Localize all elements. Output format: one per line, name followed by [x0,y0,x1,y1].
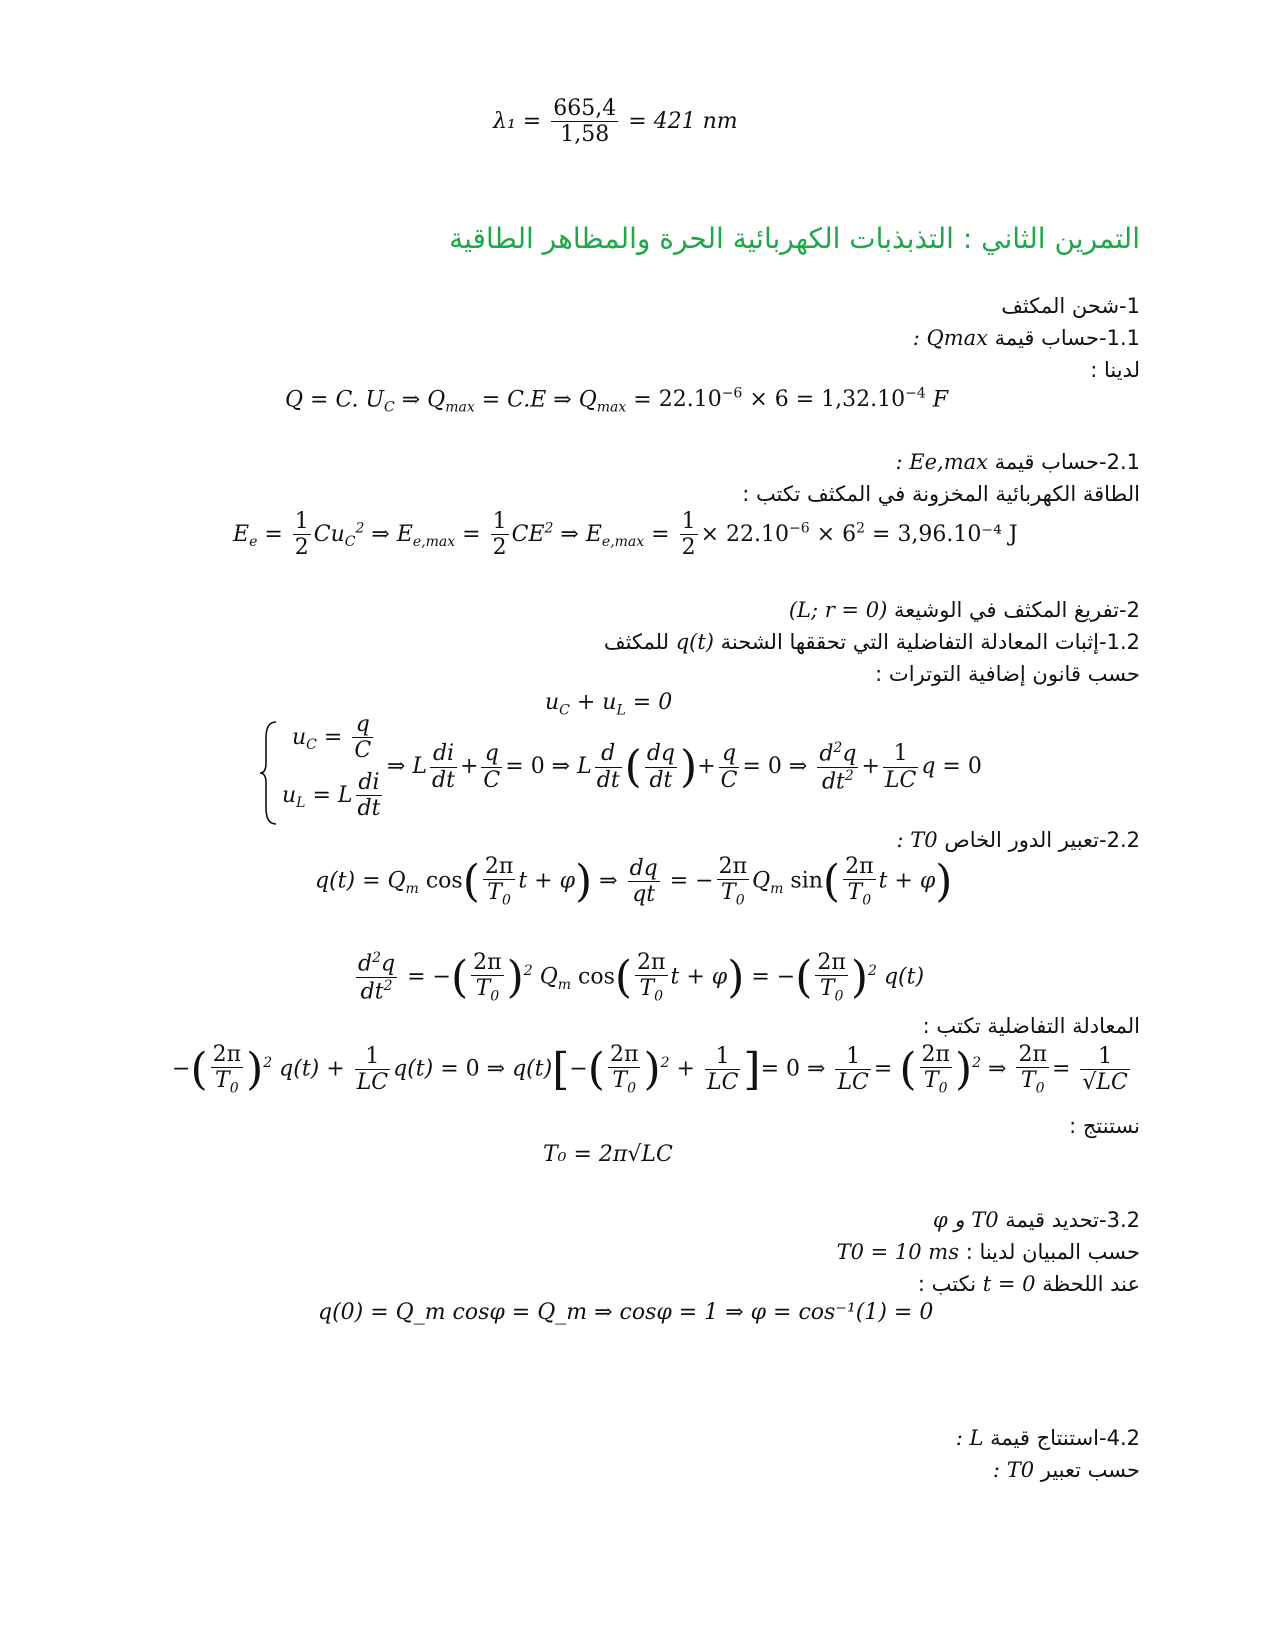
heading-charging: 1-شحن المكثف [1001,294,1140,318]
law-text: حسب قانون إضافية التوترات : [875,662,1140,686]
graph-text: حسب المبيان لدينا : T0 = 10 ms [836,1240,1140,1264]
heading-discharge: 2-تفريغ المكثف في الوشيعة (L; r = 0) [788,598,1140,622]
heading-l-value: 4.2-استنتاج قيمة L : [955,1426,1140,1450]
lambda-fraction: $\frac{665,4}{1,58}$ [553,96,617,148]
diff-derivation: ⇒ L $\frac{di}{dt}$ + $\frac{q}{C}$ = 0 ⇒ L $\frac{d}{dt}$ ( $\frac{dq}{dt}$ )+ $\frac{q}{C}$ = 0 ⇒ $\frac{d^2q}{dt^2}$ + $\frac{1}{LC}$ q = 0 [387,740,982,794]
second-derivative-equation: $\frac{d^2q}{dt^2}$ = −( $\frac{2\pi}{T_0}$ )$^2$ $Q_m$ cos( $\frac{2\pi}{T_0}$ t + φ) = −( $\frac{2\pi}{T_0}$ )$^2$ q(t) [358,950,925,1005]
system-ul: $u_L = L$ $\frac{di}{dt}$ [282,770,381,822]
heading-diff-eq: 1.2-إثبات المعادلة التفاضلية التي تحققها الشحنة q(t) للمكثف [603,630,1140,654]
ladayna-text: لدينا : [1090,358,1140,382]
lambda-lhs: λ₁ = [493,108,542,134]
t0-result: T₀ = 2π√LC [543,1142,673,1167]
heading-period: 2.2-تعبير الدور الخاص T0 : [896,828,1140,852]
instant-text: عند اللحظة t = 0 نكتب : [917,1272,1140,1296]
heading-qmax: 1.1-حساب قيمة Qmax : [912,326,1140,350]
qmax-equation: Q = C. $U_C$ ⇒ $Q_{max} = C.E$ ⇒ $Q_{max} = 22.10^{-6} \times 6 = 1,32.10^{-4}$ F [285,386,949,416]
ee-equation: $E_e$ = $\frac{1}{2}$ $Cu_C^2$ ⇒ $E_{e,max}$ = $\frac{1}{2}$ $CE^2$ ⇒ $E_{e,max}$ = $\frac{1}{2}$ × $22.10^{-6} \times 6^2 = 3,96.10^{-4}$ J [233,509,1018,561]
heading-t0-phi: 3.2-تحديد قيمة T0 و φ [932,1208,1140,1232]
q-of-t-equation: $q(t) = Q_m$ cos( $\frac{2\pi}{T_0}$ t + φ) ⇒ $\frac{dq}{qt}$ = − $\frac{2\pi}{T_0}$ $Q_m$ sin( $\frac{2\pi}{T_0}$ t + φ) [315,854,953,909]
system-uc: $u_C$ = $\frac{q}{C}$ [292,712,372,764]
diff-text: المعادلة التفاضلية تكتب : [922,1014,1140,1038]
heading-eemax: 2.1-حساب قيمة Ee,max : [895,450,1140,474]
sum-voltage-equation: $u_C + u_L = 0$ [545,690,673,719]
ee-result: 3,96.10⁻⁴ J [897,521,1018,547]
lambda-equation [493,96,738,148]
system-brace [258,718,282,828]
phi-equation: q(0) = Q_m cosφ = Q_m ⇒ cosφ = 1 ⇒ φ = cos⁻¹(1) = 0 [318,1300,934,1325]
section-title: التمرين الثاني : التذبذبات الكهربائية الحرة والمظاهر الطاقية [449,222,1140,255]
expr-text: حسب تعبير T0 : [992,1458,1140,1482]
lambda-rhs: = 421 nm [628,108,738,134]
energy-text: الطاقة الكهربائية المخزونة في المكثف تكتب : [742,482,1140,506]
period-derivation: −( $\frac{2\pi}{T_0}$ )$^2$ q(t) + $\frac{1}{LC}$ q(t) = 0 ⇒ q(t)[−( $\frac{2\pi}{T_0}$ )$^2$ + $\frac{1}{LC}$ ]= 0 ⇒ $\frac{1}{LC}$ = ( $\frac{2\pi}{T_0}$ )$^2$ ⇒ $\frac{2\pi}{T_0}$ = $\frac{1}{√LC}$ [172,1042,1128,1097]
conclude-text: نستنتج : [1069,1114,1140,1138]
